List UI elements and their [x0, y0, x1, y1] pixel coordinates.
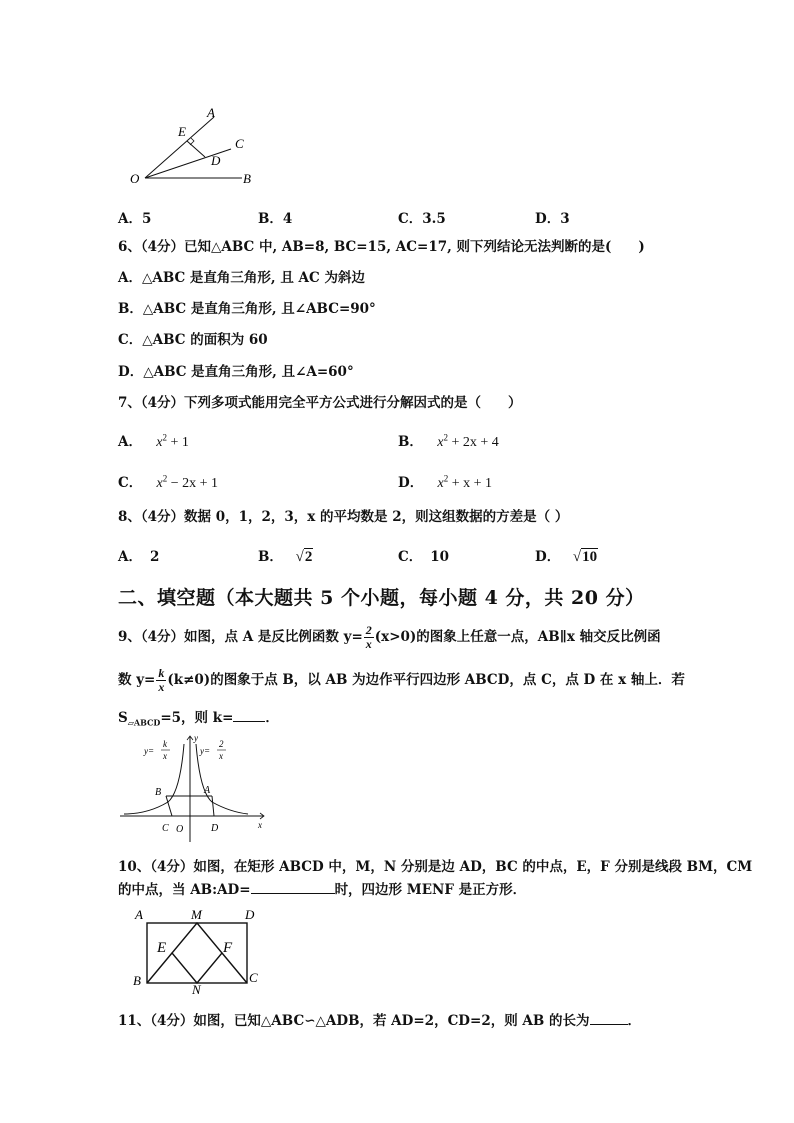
- svg-text:x: x: [163, 751, 167, 761]
- q8-stem: 8、（4分）数据 0，1，2，3，x 的平均数是 2，则这组数据的方差是（ ）: [118, 509, 569, 525]
- q7-option-b: B． $x^2 + 2x + 4$: [398, 432, 499, 450]
- svg-text:y=: y=: [144, 746, 155, 756]
- svg-text:B: B: [133, 973, 141, 988]
- q6-stem: 6、（4分）已知△ABC 中, AB=8, BC=15, AC=17, 则下列结论无法判断的是( ): [118, 239, 645, 255]
- svg-text:A: A: [204, 785, 211, 796]
- q6-option-a: A．△ABC 是直角三角形, 且 AC 为斜边: [118, 270, 365, 286]
- segment-ed: [187, 141, 205, 157]
- svg-text:E: E: [157, 940, 167, 956]
- q7-option-a: A． $x^2 + 1$: [118, 432, 189, 450]
- angle-figure: [125, 104, 265, 190]
- label-A: A: [207, 105, 215, 120]
- svg-text:N: N: [192, 982, 201, 997]
- q9-line-1: 9、（4分）如图，点 A 是反比例函数 y= $\frac{2}{x}$ (x>0)的图象上任意一点，AB∥x 轴交反比例函: [118, 623, 661, 651]
- svg-text:C: C: [162, 823, 169, 834]
- segment-bm: [147, 953, 172, 983]
- svg-text:O: O: [176, 824, 184, 835]
- q10-line-1: 10、（4分）如图，在矩形 ABCD 中，M，N 分别是边 AD，BC 的中点，E，F 分别是线段 BM，CM: [118, 859, 753, 875]
- q7-option-d: D． $x^2 + x + 1$: [398, 473, 493, 491]
- q9-answer-blank[interactable]: [233, 707, 265, 722]
- q11-answer-blank[interactable]: [590, 1010, 628, 1025]
- svg-text:k: k: [163, 739, 167, 749]
- svg-text:A: A: [135, 907, 143, 922]
- q5-option-d: D．3: [535, 211, 570, 227]
- quad-menf: [172, 923, 222, 983]
- q6-option-c: C．△ABC 的面积为 60: [118, 332, 268, 348]
- q6-option-d: D．△ABC 是直角三角形, 且∠A=60°: [118, 364, 354, 380]
- svg-text:y: y: [194, 733, 198, 743]
- q7-option-c: C． $x^2 - 2x + 1$: [118, 473, 219, 491]
- label-O: O: [130, 171, 140, 186]
- q8-option-d: D． √10: [535, 549, 598, 565]
- q6-option-b: B．△ABC 是直角三角形, 且∠ABC=90°: [118, 301, 376, 317]
- svg-text:y=: y=: [200, 746, 211, 756]
- label-E: E: [178, 124, 186, 139]
- q8-option-a: A． 2: [118, 549, 160, 565]
- segment-ad: [212, 796, 214, 816]
- svg-text:M: M: [191, 907, 202, 922]
- segment-cm: [222, 953, 247, 983]
- label-C: C: [235, 136, 244, 151]
- q8-option-b: B． √2: [258, 549, 313, 565]
- q5-option-a: A．5: [118, 211, 152, 227]
- q10-answer-blank[interactable]: [251, 879, 335, 894]
- q7-stem: 7、（4分）下列多项式能用完全平方公式进行分解因式的是（ ）: [118, 395, 522, 411]
- q8-option-c: C． 10: [398, 549, 450, 565]
- q5-option-b: B．4: [258, 211, 293, 227]
- q11-text: 11、（4分）如图，已知△ABC∽△ADB，若 AD=2，CD=2，则 AB 的长为 ．: [118, 1010, 641, 1030]
- q5-option-c: C．3.5: [398, 211, 446, 227]
- q10-line-2: 的中点，当 AB:AD= 时，四边形 MENF 是正方形．: [118, 879, 526, 899]
- svg-text:2: 2: [219, 739, 224, 749]
- svg-text:D: D: [211, 823, 219, 834]
- label-D: D: [211, 153, 221, 168]
- section-title: 二、填空题（本大题共 5 个小题，每小题 4 分，共 20 分）: [118, 587, 645, 609]
- right-angle-mark: [190, 138, 194, 145]
- label-B: B: [243, 171, 251, 186]
- svg-text:x: x: [219, 751, 223, 761]
- svg-text:C: C: [249, 970, 258, 985]
- svg-text:F: F: [223, 940, 233, 956]
- rectangle-figure: [130, 905, 270, 997]
- q9-line-2: 数 y= $\frac{k}{x}$ (k≠0)的图象于点 B，以 AB 为边作平行四边形 ABCD，点 C，点 D 在 x 轴上．若: [118, 666, 685, 694]
- hyperbola-figure: [118, 732, 270, 844]
- q9-line-3: $S_{▱ABCD}=5$，则 k= ．: [118, 707, 279, 732]
- svg-text:x: x: [258, 820, 262, 830]
- svg-text:D: D: [245, 907, 255, 922]
- svg-text:B: B: [155, 787, 162, 798]
